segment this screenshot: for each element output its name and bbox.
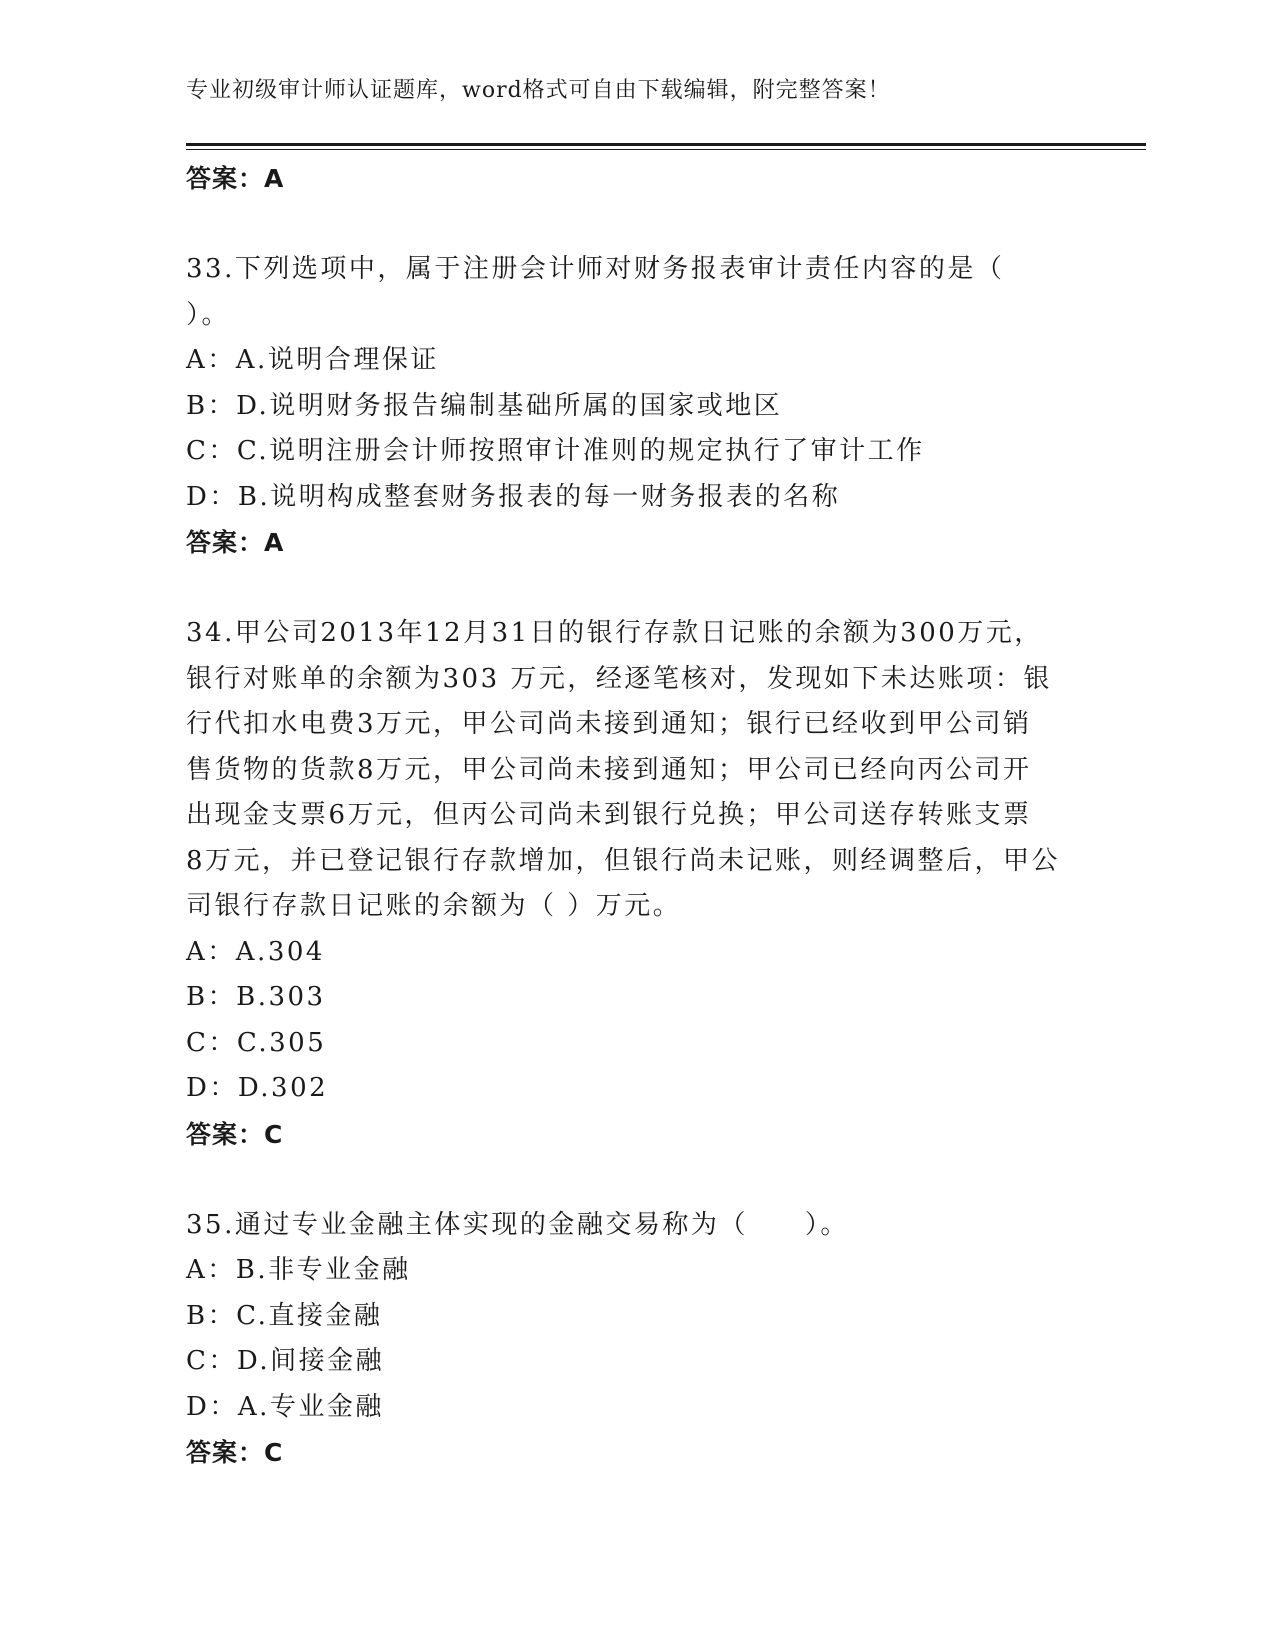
header-note: 专业初级审计师认证题库，word格式可自由下载编辑，附完整答案！ <box>186 78 891 103</box>
option-a: A：A.说明合理保证 <box>186 345 439 375</box>
option-a: A：B.非专业金融 <box>186 1255 411 1285</box>
header-rule-thin <box>186 149 1146 150</box>
question-35 <box>186 1203 1086 1476</box>
question-text-line: 34.甲公司2013年12月31日的银行存款日记账的余额为300万元， <box>186 618 1043 648</box>
question-text-line: 33.下列选项中，属于注册会计师对财务报表审计责任内容的是（ <box>186 254 1005 284</box>
question-34 <box>186 611 1086 1157</box>
option-d: D：D.302 <box>186 1073 329 1103</box>
option-b: B：C.直接金融 <box>186 1300 383 1331</box>
question-text-line: 售货物的货款8万元，甲公司尚未接到通知；甲公司已经向丙公司开 <box>186 754 1032 785</box>
question-text-line: 8万元，并已登记银行存款增加，但银行尚未记账，则经调整后，甲公 <box>186 845 1061 876</box>
option-b: B：D.说明财务报告编制基础所属的国家或地区 <box>186 390 783 421</box>
spacer <box>186 1157 1086 1203</box>
option-c: C：C.说明注册会计师按照审计准则的规定执行了审计工作 <box>186 436 925 466</box>
option-d: D：A.专业金融 <box>186 1391 384 1422</box>
spacer <box>186 566 1086 612</box>
option-b: B：B.303 <box>186 982 326 1012</box>
spacer <box>186 202 1086 248</box>
question-text-line: 35.通过专业金融主体实现的金融交易称为（ ）。 <box>186 1209 849 1240</box>
question-text-line: 银行对账单的余额为303 万元，经逐笔核对，发现如下未达账项：银 <box>186 663 1052 694</box>
option-a: A：A.304 <box>186 936 325 967</box>
question-text-line: ）。 <box>186 299 231 330</box>
answer: 答案：C <box>186 1119 284 1149</box>
answer: 答案：A <box>186 528 285 557</box>
option-c: C：D.间接金融 <box>186 1346 385 1376</box>
question-text-line: 行代扣水电费3万元，甲公司尚未接到通知；银行已经收到甲公司销 <box>186 709 1032 739</box>
content <box>186 156 1086 1476</box>
option-c: C：C.305 <box>186 1027 327 1058</box>
answer-prev: 答案：A <box>186 164 285 193</box>
header-rule-thick <box>186 143 1146 146</box>
answer: 答案：C <box>186 1438 284 1467</box>
option-d: D：B.说明构成整套财务报表的每一财务报表的名称 <box>186 481 841 512</box>
question-33 <box>186 247 1086 566</box>
question-text-line: 司银行存款日记账的余额为（ ）万元。 <box>186 891 682 921</box>
question-text-line: 出现金支票6万元，但丙公司尚未到银行兑换；甲公司送存转账支票 <box>186 800 1032 830</box>
